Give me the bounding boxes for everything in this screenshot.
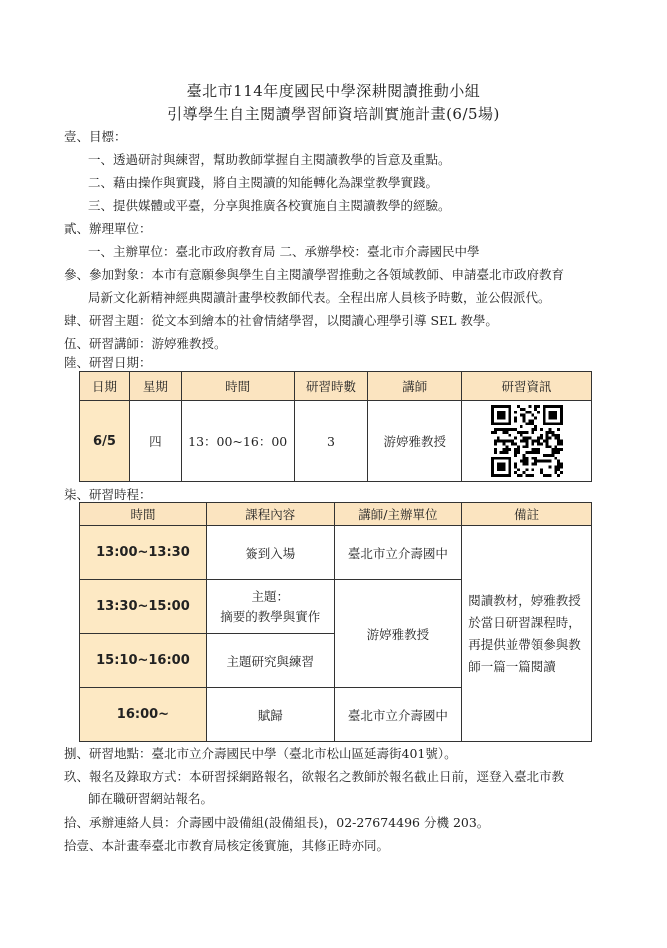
schedule-table bbox=[79, 502, 592, 742]
schedule-host-cell: 臺北市立介壽國中 bbox=[334, 688, 462, 742]
section-1-item-2: 二、藉由操作與實踐，將自主閱讀的知能轉化為課堂教學實踐。 bbox=[88, 175, 439, 190]
section-9-line1: 玖、報名及錄取方式：本研習採網路報名，欲報名之教師於報名截止日前，逕登入臺北市教 bbox=[64, 769, 565, 784]
date-table bbox=[79, 371, 592, 482]
section-3-line1: 參、參加對象：本市有意願參與學生自主閱讀學習推動之各領域教師、申請臺北市政府教育 bbox=[64, 267, 565, 282]
time-cell: 13：00~16：00 bbox=[181, 401, 294, 482]
section-1-item-1: 一、透過研討與練習，幫助教師掌握自主閱讀教學的旨意及重點。 bbox=[88, 152, 451, 167]
schedule-host-header: 講師/主辦單位 bbox=[334, 503, 462, 526]
content-line: 摘要的教學與實作 bbox=[220, 608, 321, 624]
section-11: 拾壹、本計畫奉臺北市教育局核定後實施，其修正時亦同。 bbox=[64, 838, 390, 853]
document-title-line1: 臺北市114年度國民中學深耕閱讀推動小組 bbox=[186, 82, 481, 100]
section-5: 伍、研習講師：游婷雅教授。 bbox=[64, 336, 227, 351]
section-8: 捌、研習地點：臺北市立介壽國民中學（臺北市松山區延壽街401號）。 bbox=[64, 746, 457, 761]
schedule-time-header: 時間 bbox=[80, 503, 207, 526]
content-line: 主題： bbox=[251, 588, 289, 604]
info-header: 研習資訊 bbox=[462, 372, 592, 401]
note-line: 於當日研習課程時， bbox=[468, 614, 581, 630]
section-2-heading: 貳、辦理單位： bbox=[64, 221, 152, 236]
schedule-time-cell: 13:00~13:30 bbox=[80, 526, 207, 580]
date-cell: 6/5 bbox=[80, 401, 130, 482]
section-10: 拾、承辦連絡人員：介壽國中設備組(設備組長)，02-27674496 分機 203。 bbox=[64, 815, 490, 830]
section-9-line2: 師在職研習網站報名。 bbox=[88, 791, 214, 806]
schedule-content-cell bbox=[206, 580, 334, 634]
schedule-content-cell: 賦歸 bbox=[206, 688, 334, 742]
section-1-heading: 壹、目標： bbox=[64, 129, 127, 144]
hours-header: 研習時數 bbox=[294, 372, 368, 401]
note-line: 再提供並帶領參與教 bbox=[468, 636, 581, 652]
section-3-line2: 局新文化新精神經典閱讀計畫學校教師代表。全程出席人員核予時數，並公假派代。 bbox=[88, 290, 551, 305]
schedule-time-cell: 15:10~16:00 bbox=[80, 634, 207, 688]
schedule-note-cell bbox=[462, 526, 592, 742]
lecturer-cell: 游婷雅教授 bbox=[368, 401, 462, 482]
info-cell bbox=[462, 401, 592, 482]
section-1-item-3: 三、提供媒體或平臺，分享與推廣各校實施自主閱讀教學的經驗。 bbox=[88, 198, 451, 213]
section-4: 肆、研習主題：從文本到繪本的社會情緒學習，以閱讀心理學引導 SEL 教學。 bbox=[64, 313, 498, 328]
schedule-time-cell: 16:00~ bbox=[80, 688, 207, 742]
schedule-host-cell: 臺北市立介壽國中 bbox=[334, 526, 462, 580]
hours-cell: 3 bbox=[294, 401, 368, 482]
section-6-heading: 陸、研習日期： bbox=[64, 355, 152, 370]
section-7-heading: 柒、研習時程： bbox=[64, 487, 152, 502]
weekday-header: 星期 bbox=[129, 372, 181, 401]
time-header: 時間 bbox=[181, 372, 294, 401]
note-line: 閱讀教材，婷雅教授 bbox=[468, 592, 581, 608]
note-line: 師一篇一篇閱讀 bbox=[468, 658, 556, 674]
lecturer-header: 講師 bbox=[368, 372, 462, 401]
section-2-item: 一、主辦單位：臺北市政府教育局 二、承辦學校：臺北市介壽國民中學 bbox=[88, 244, 480, 259]
schedule-content-cell: 簽到入場 bbox=[206, 526, 334, 580]
date-header: 日期 bbox=[80, 372, 130, 401]
weekday-cell: 四 bbox=[129, 401, 181, 482]
schedule-host-cell: 游婷雅教授 bbox=[334, 580, 462, 688]
schedule-content-header: 課程內容 bbox=[206, 503, 334, 526]
document-title-line2: 引導學生自主閱讀學習師資培訓實施計畫(6/5場) bbox=[167, 105, 500, 123]
schedule-note-header: 備註 bbox=[462, 503, 592, 526]
schedule-content-cell: 主題研究與練習 bbox=[206, 634, 334, 688]
schedule-time-cell: 13:30~15:00 bbox=[80, 580, 207, 634]
qr-code-icon[interactable] bbox=[491, 405, 563, 477]
